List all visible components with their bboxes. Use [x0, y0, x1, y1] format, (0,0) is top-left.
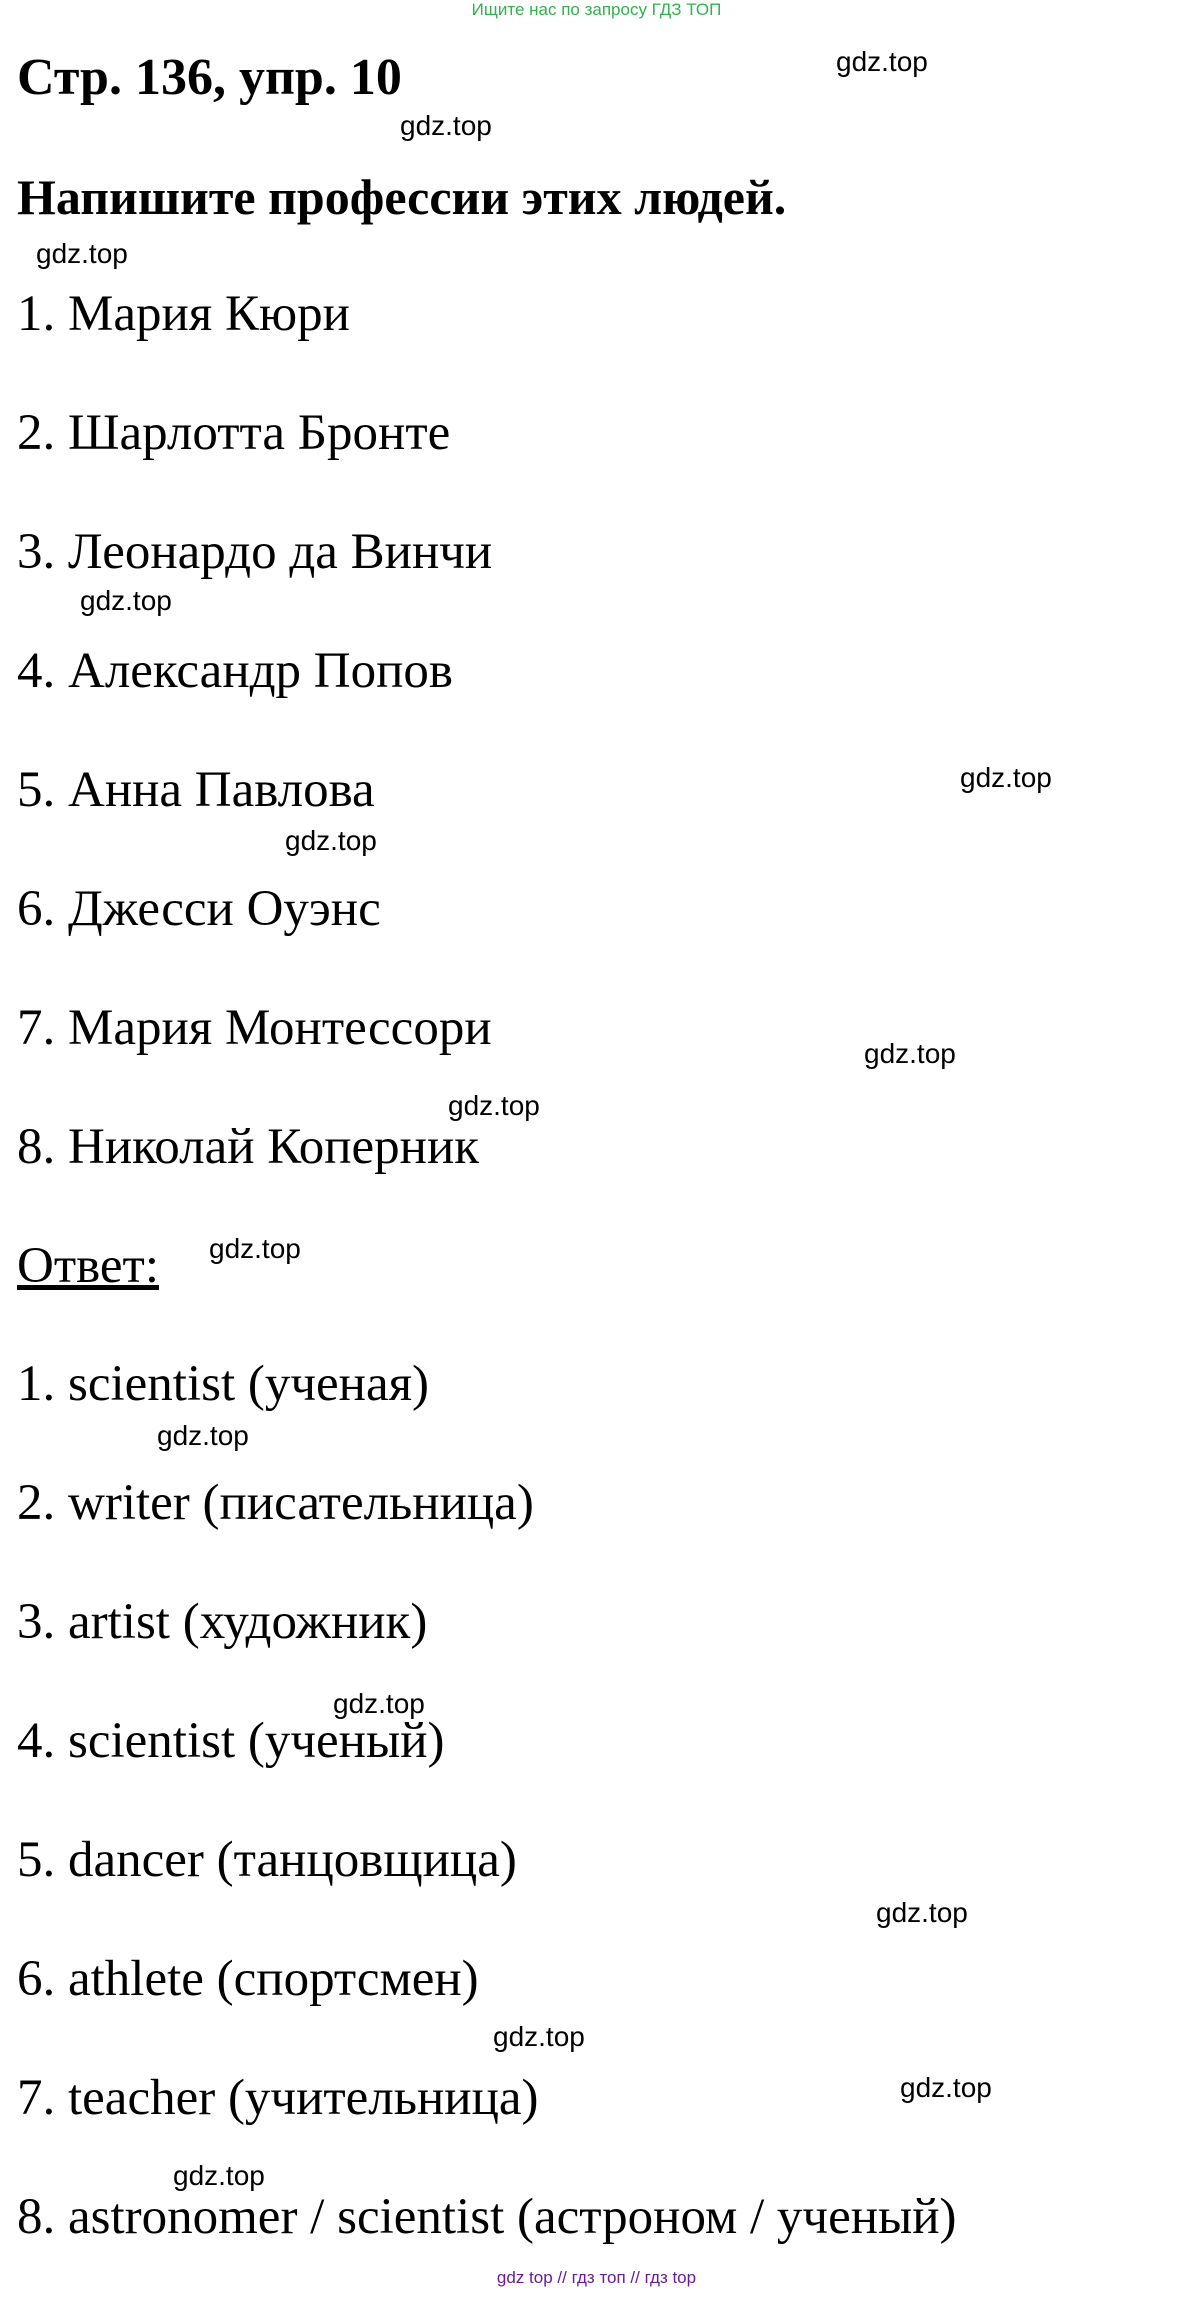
- watermark: gdz.top: [864, 1038, 956, 1069]
- answer-item-8: 8. astronomer / scientist (астроном / ученый): [17, 2189, 957, 2245]
- watermark: gdz.top: [285, 825, 377, 856]
- question-item-7: 7. Мария Монтессори: [17, 1000, 492, 1056]
- watermark: gdz.top: [173, 2160, 265, 2191]
- question-item-3: 3. Леонардо да Винчи: [17, 524, 493, 580]
- question-item-8: 8. Николай Коперник: [17, 1119, 480, 1175]
- watermark: gdz.top: [80, 585, 172, 616]
- question-item-6: 6. Джесси Оуэнс: [17, 881, 381, 937]
- answer-item-1: 1. scientist (ученая): [17, 1356, 430, 1412]
- watermark: gdz.top: [960, 762, 1052, 793]
- question-item-5: 5. Анна Павлова: [17, 762, 375, 818]
- answer-item-3: 3. artist (художник): [17, 1594, 428, 1650]
- answer-item-4: 4. scientist (ученый): [17, 1713, 445, 1769]
- footer-links[interactable]: gdz top // гдз топ // гдз top: [496, 2268, 697, 2287]
- task-heading: Напишите профессии этих людей.: [17, 169, 787, 225]
- watermark: gdz.top: [836, 46, 928, 77]
- answer-item-5: 5. dancer (танцовщица): [17, 1832, 517, 1888]
- watermark: gdz.top: [448, 1090, 540, 1121]
- question-item-2: 2. Шарлотта Бронте: [17, 405, 451, 461]
- watermark: gdz.top: [400, 110, 492, 141]
- watermark: gdz.top: [36, 238, 128, 269]
- answer-label: Ответ:: [17, 1238, 159, 1294]
- watermark: gdz.top: [900, 2072, 992, 2103]
- answer-item-7: 7. teacher (учительница): [17, 2070, 539, 2126]
- watermark: gdz.top: [493, 2021, 585, 2052]
- answer-item-6: 6. athlete (спортсмен): [17, 1951, 479, 2007]
- watermark: gdz.top: [157, 1420, 249, 1451]
- answer-item-2: 2. writer (писательница): [17, 1475, 534, 1531]
- watermark: gdz.top: [333, 1688, 425, 1719]
- watermark: gdz.top: [876, 1897, 968, 1928]
- question-item-4: 4. Александр Попов: [17, 643, 454, 699]
- watermark: gdz.top: [209, 1233, 301, 1264]
- top-banner[interactable]: Ищите нас по запросу ГДЗ ТОП: [471, 0, 722, 19]
- question-item-1: 1. Мария Кюри: [17, 286, 350, 342]
- page-title: Стр. 136, упр. 10: [17, 49, 402, 106]
